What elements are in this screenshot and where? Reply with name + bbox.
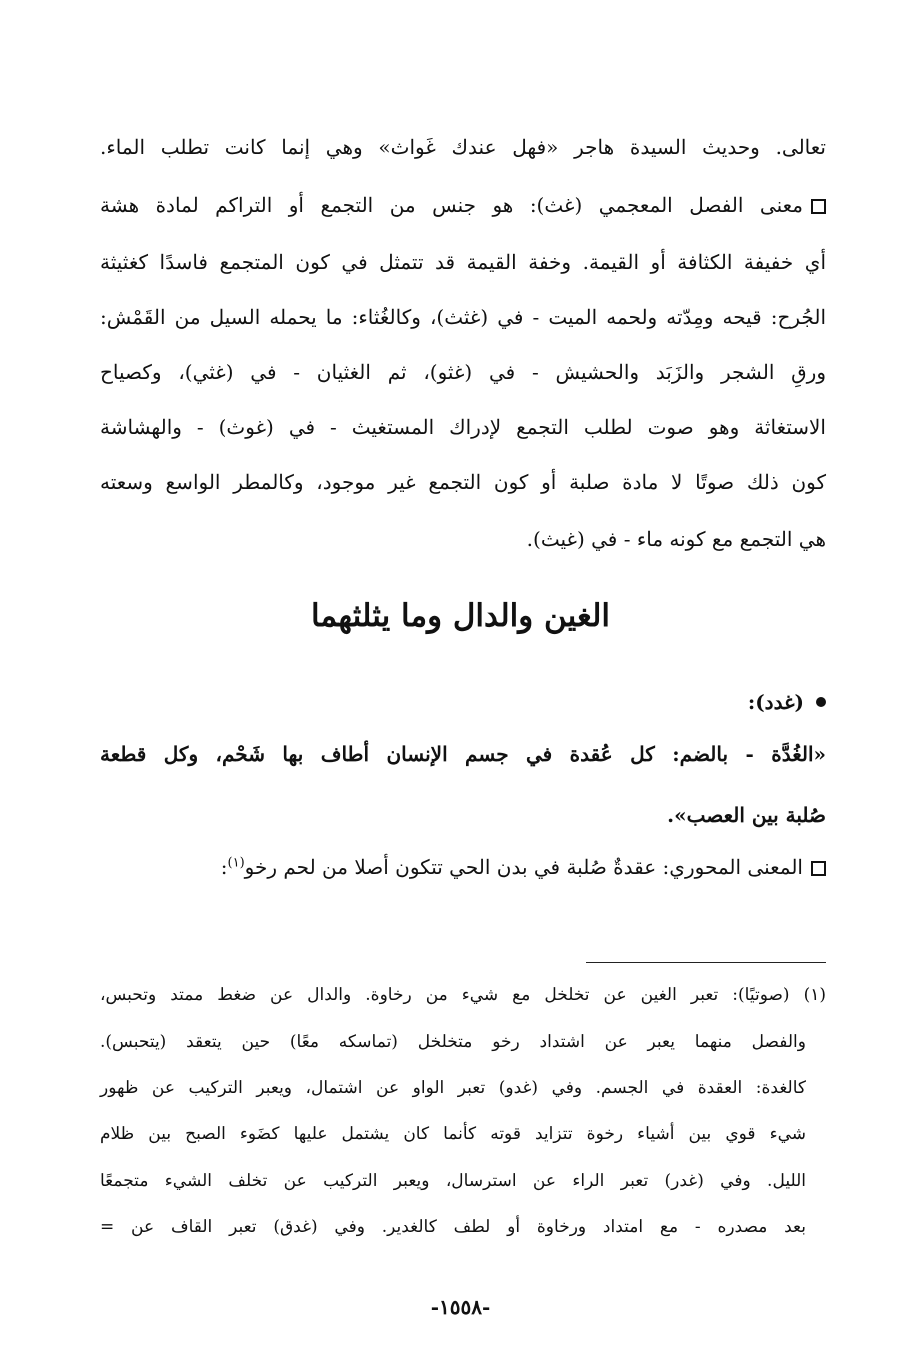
paragraph-line: معنى الفصل المعجمي (غث): هو جنس من التجمع أو التراكم لمادة هشة bbox=[100, 193, 826, 217]
footnote-line: الليل. وفي (غدر) تعبر الراء عن استرسال، ويعبر التركيب عن تخلف الشيء متجمعًا bbox=[100, 1171, 806, 1191]
footnote-divider bbox=[586, 962, 826, 963]
page-number: -١٥٥٨- bbox=[430, 1295, 491, 1319]
paragraph-line: كون ذلك صوتًا لا مادة صلبة أو كون التجمع غير موجود، وكالمطر الواسع وسعته bbox=[100, 470, 826, 494]
footnote-line: بعد مصدره - مع امتداد ورخاوة أو لطف كالغدير. وفي (غدق) تعبر القاف عن = bbox=[100, 1217, 806, 1237]
entry-quote-line: صُلبة بين العصب». bbox=[667, 803, 826, 827]
paragraph-line: تعالى. وحديث السيدة هاجر «فهل عندك غَواث» وهي إنما كانت تطلب الماء. bbox=[100, 135, 826, 159]
footnote-line: والفصل منهما يعبر عن اشتداد رخو متخلخل (تماسكه معًا) حين يتعقد (يتحبس). bbox=[100, 1032, 806, 1052]
bullet-icon bbox=[816, 697, 826, 707]
entry-heading: (غدد): bbox=[100, 690, 826, 714]
section-title: الغين والدال وما يثلثهما bbox=[310, 598, 611, 634]
footnote-line: (١) (صوتيًا): تعبر الغين عن تخلخل مع شيء من رخاوة. والدال عن ضغط ممتد وتحبس، bbox=[100, 985, 826, 1005]
footnote-line: شيء قوي بين أشياء رخوة تتزايد قوته كأنما كان يشتمل عليها كضَوء الصبح بين ظلام bbox=[100, 1124, 806, 1144]
square-marker-icon bbox=[811, 861, 826, 876]
paragraph-line: ورقِ الشجر والزَبَد والحشيش - في (غثو)، ثم الغثيان - في (غثي)، وكصياح bbox=[100, 360, 826, 384]
entry-quote-line: «الغُدَّة - بالضم: كل عُقدة في جسم الإنسان أطاف بها شَحْم، وكل قطعة bbox=[100, 742, 826, 766]
paragraph-line: الاستغاثة وهو صوت لطلب التجمع لإدراك المستغيث - في (غوث) - والهشاشة bbox=[100, 415, 826, 439]
paragraph-line: الجُرح: قيحه ومِدّته ولحمه الميت - في (غثث)، وكالغُثاء: ما يحمله السيل من القَمْش: bbox=[100, 305, 826, 329]
paragraph-line: هي التجمع مع كونه ماء - في (غيث). bbox=[526, 527, 826, 551]
axial-meaning: المعنى المحوري: عقدةٌ صُلبة في بدن الحي تتكون أصلا من لحم رخو$^{(١)}$: bbox=[100, 855, 826, 879]
square-marker-icon bbox=[811, 199, 826, 214]
footnote-ref: (١) bbox=[227, 855, 245, 871]
footnote-line: كالغدة: العقدة في الجسم. وفي (غدو) تعبر الواو عن اشتمال، ويعبر التركيب عن ظهور bbox=[100, 1078, 806, 1098]
paragraph-line: أي خفيفة الكثافة أو القيمة. وخفة القيمة قد تتمثل في كون المتجمع فاسدًا كغثيثة bbox=[100, 250, 826, 274]
